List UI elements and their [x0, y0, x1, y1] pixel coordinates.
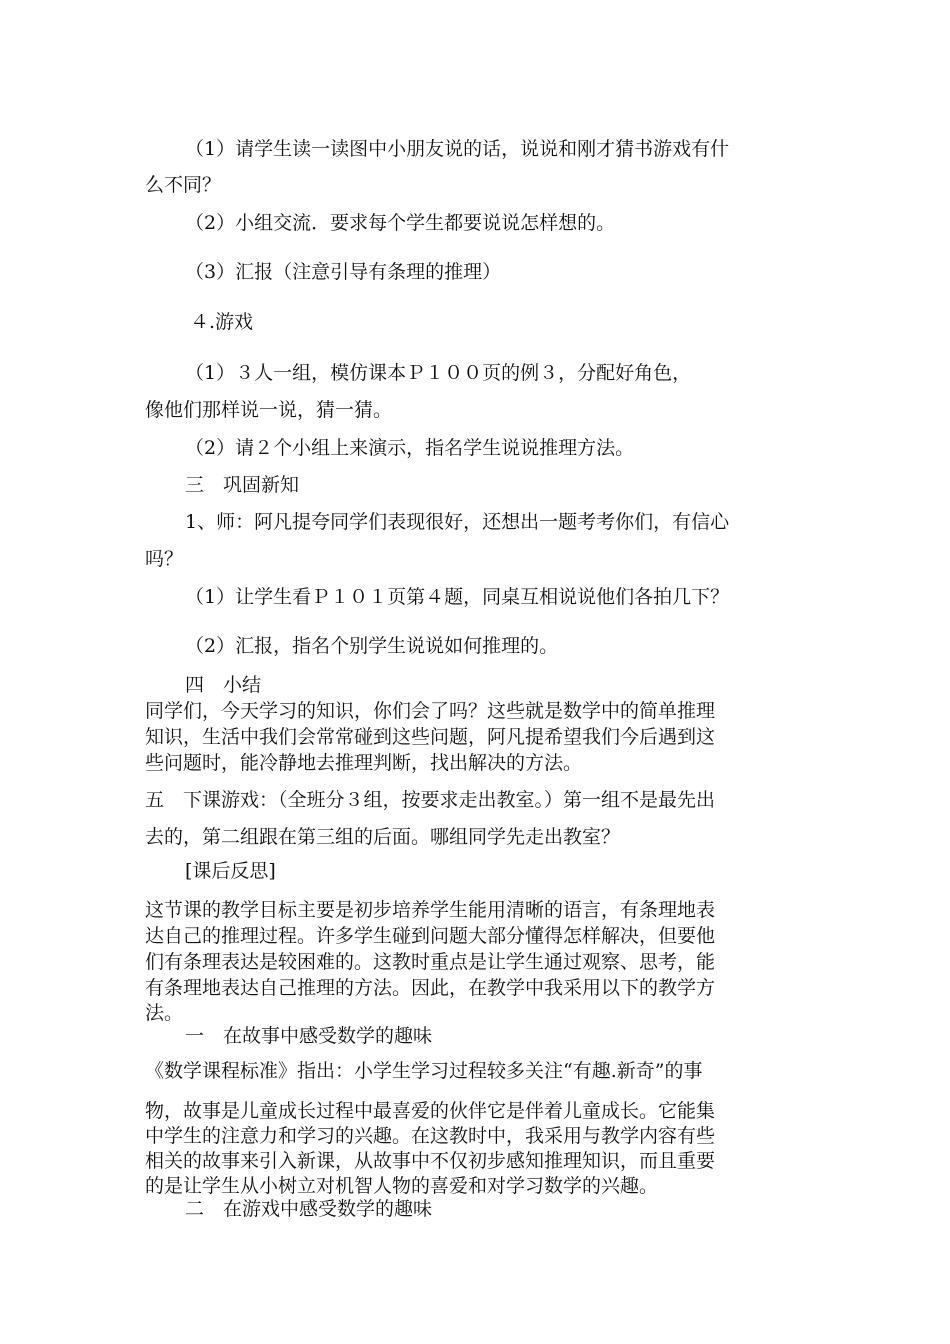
- text-line: （2）小组交流．要求每个学生都要说说怎样想的。: [185, 212, 616, 234]
- text-line: 达自己的推理过程。许多学生碰到问题大部分懂得怎样解决，但要他: [145, 925, 716, 947]
- text-line: 的是让学生从小树立对机智人物的喜爱和对学习数学的兴趣。: [145, 1175, 659, 1197]
- text-line: 《数学课程标准》指出：小学生学习过程较多关注“有趣.新奇”的事: [145, 1060, 703, 1082]
- text-line: （2）请２个小组上来演示，指名学生说说推理方法。: [185, 437, 635, 459]
- section-heading: 四 小结: [185, 674, 262, 696]
- text-line: 些问题时，能冷静地去推理判断，找出解决的方法。: [145, 752, 583, 774]
- section-heading: 二 在游戏中感受数学的趣味: [185, 1198, 433, 1220]
- section-heading: 一 在故事中感受数学的趣味: [185, 1025, 433, 1047]
- section-heading: 五 下课游戏：（全班分３组，按要求走出教室。）第一组不是最先出: [145, 789, 716, 811]
- text-line: （3）汇报（注意引导有条理的推理）: [185, 261, 502, 283]
- section-heading: 三 巩固新知: [185, 474, 300, 496]
- text-line: 去的，第二组跟在第三组的后面。哪组同学先走出教室？: [145, 826, 621, 848]
- text-line: （1）让学生看Ｐ１０１页第４题，同桌互相说说他们各拍几下？: [185, 586, 730, 608]
- text-line: （2）汇报，指名个别学生说说如何推理的。: [185, 635, 559, 657]
- text-line: 同学们，今天学习的知识，你们会了吗？这些就是数学中的简单推理: [145, 700, 716, 722]
- text-line: ４.游戏: [190, 311, 254, 333]
- text-line: 物，故事是儿童成长过程中最喜爱的伙伴它是伴着儿童成长。它能集: [145, 1100, 716, 1122]
- text-line: 们有条理表达是较困难的。这教时重点是让学生通过观察、思考，能: [145, 951, 716, 973]
- text-line: （1）３人一组，模仿课本Ｐ１００页的例３，分配好角色，: [185, 362, 692, 384]
- section-heading: [课后反思]: [185, 860, 276, 882]
- text-line: 中学生的注意力和学习的兴趣。在这教时中，我采用与教学内容有些: [145, 1125, 716, 1147]
- text-line: 吗？: [145, 548, 184, 570]
- text-line: 这节课的教学目标主要是初步培养学生能用清晰的语言，有条理地表: [145, 899, 716, 921]
- text-line: 法。: [145, 1002, 184, 1024]
- text-line: 么不同？: [145, 174, 222, 196]
- text-line: （1）请学生读一读图中小朋友说的话，说说和刚才猜书游戏有什: [185, 138, 730, 160]
- text-line: 像他们那样说一说，猜一猜。: [145, 399, 393, 421]
- text-line: 知识，生活中我们会常常碰到这些问题，阿凡提希望我们今后遇到这: [145, 726, 716, 748]
- text-line: 相关的故事来引入新课，从故事中不仅初步感知推理知识，而且重要: [145, 1150, 716, 1172]
- text-line: 有条理地表达自己推理的方法。因此，在教学中我采用以下的教学方: [145, 977, 716, 999]
- text-line: 1、师：阿凡提夸同学们表现很好，还想出一题考考你们，有信心: [185, 511, 730, 533]
